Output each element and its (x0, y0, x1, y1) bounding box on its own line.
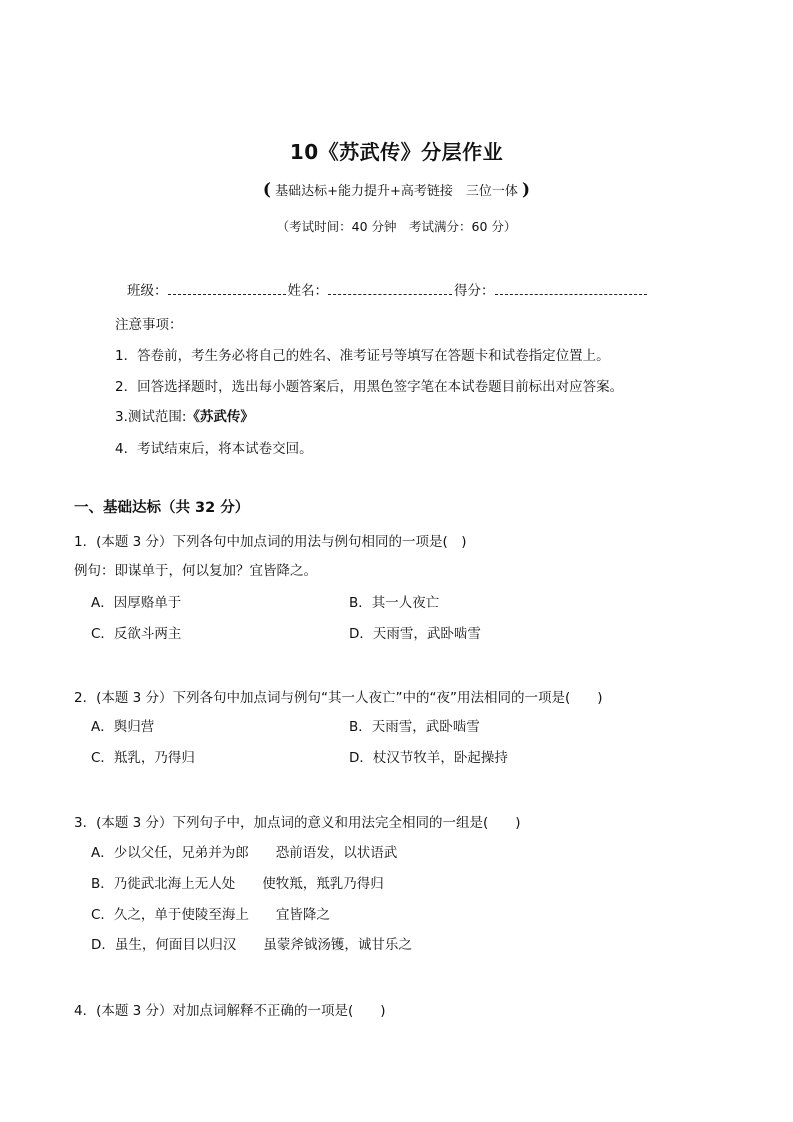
question-1-option-a[interactable]: A．因厚赂单于 (91, 595, 182, 611)
question-3-option-b[interactable]: B．乃徙武北海上无人处 使牧羝，羝乳乃得归 (91, 876, 384, 892)
question-3-option-a[interactable]: A．少以父任，兄弟并为郎 恐前语发，以状语武 (91, 845, 398, 861)
question-1-option-b[interactable]: B．其一人夜亡 (349, 595, 440, 611)
question-2-option-b[interactable]: B．天雨雪，武卧啮雪 (349, 719, 480, 735)
note-item: 1．答卷前，考生务必将自己的姓名、准考证号等填写在答题卡和试卷指定位置上。 (115, 348, 610, 364)
question-1-option-c[interactable]: C．反欲斗两主 (91, 626, 182, 642)
scope-label: 3.测试范围: (115, 409, 187, 425)
question-2-option-c[interactable]: C．羝乳，乃得归 (91, 750, 195, 766)
question-1-option-d[interactable]: D．天雨雪，武卧啮雪 (349, 626, 481, 642)
exam-time-info: （考试时间：40 分钟 考试满分：60 分） (276, 219, 517, 234)
section-title: 一、基础达标（共 32 分） (74, 500, 250, 516)
question-1-example: 例句：即谋单于，何以复加？宜皆降之。 (74, 563, 317, 579)
question-2-stem: 2．(本题 3 分）下列各句中加点词与例句“其一人夜亡”中的“夜”用法相同的一项是( ) (74, 690, 603, 706)
question-1-stem: 1．(本题 3 分）下列各句中加点词的用法与例句相同的一项是( ) (74, 534, 467, 550)
notes-heading: 注意事项： (115, 317, 183, 333)
page-subtitle (0, 180, 793, 200)
score-label: 得分： (454, 283, 495, 299)
subtitle-open-paren: ( (262, 180, 271, 200)
class-blank[interactable] (168, 282, 286, 295)
question-3-stem: 3．(本题 3 分）下列句子中，加点词的意义和用法完全相同的一组是( ) (74, 815, 521, 831)
subtitle-text: 基础达标+能力提升+高考链接 三位一体 (275, 184, 518, 199)
question-2-option-d[interactable]: D．杖汉节牧羊，卧起操持 (349, 750, 508, 766)
student-info-row (127, 279, 649, 299)
question-3-option-c[interactable]: C．久之，单于使陵至海上 宜皆降之 (91, 907, 330, 923)
question-2-option-a[interactable]: A．舆归营 (91, 719, 155, 735)
score-blank[interactable] (495, 282, 647, 295)
note-item: 4．考试结束后，将本试卷交回。 (115, 441, 313, 457)
note-item: 2．回答选择题时，选出每小题答案后，用黑色签字笔在本试卷题目前标出对应答案。 (115, 379, 624, 395)
page-title: 10《苏武传》分层作业 (289, 140, 504, 164)
name-blank[interactable] (328, 282, 452, 295)
scope-value: 《苏武传》 (186, 409, 254, 425)
subtitle-close-paren: ) (522, 180, 531, 200)
question-3-option-d[interactable]: D．虽生，何面目以归汉 虽蒙斧钺汤镬，诚甘乐之 (91, 937, 412, 953)
class-label: 班级： (127, 283, 168, 299)
name-label: 姓名： (287, 283, 328, 299)
question-4-stem: 4．(本题 3 分）对加点词解释不正确的一项是( ) (74, 1003, 386, 1019)
note-item-scope (115, 405, 254, 425)
